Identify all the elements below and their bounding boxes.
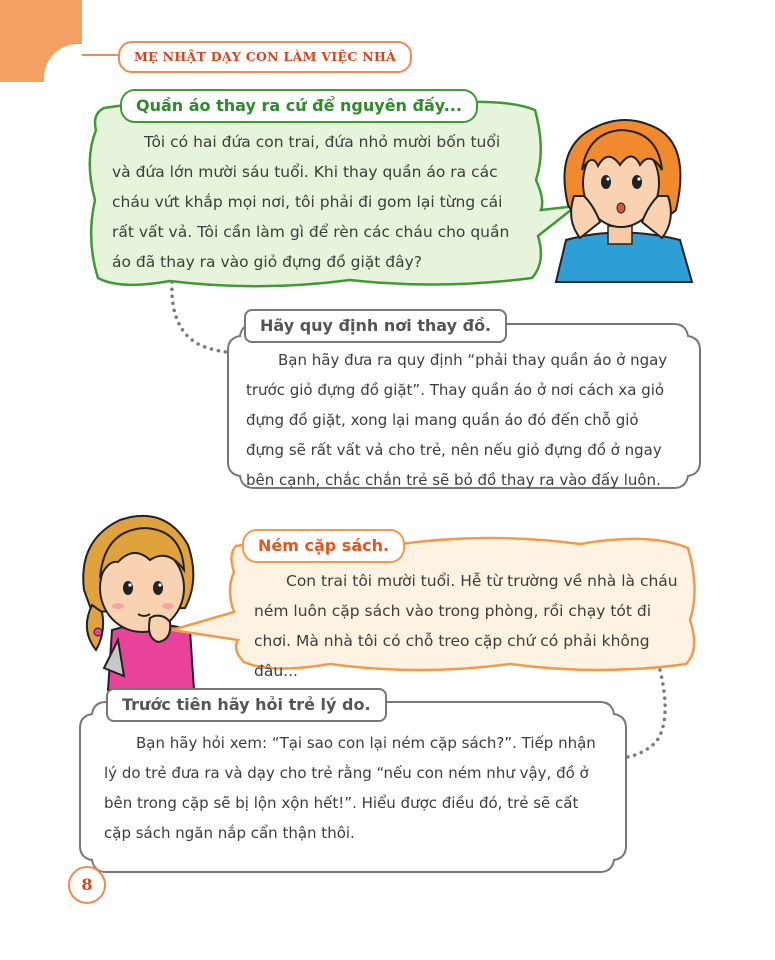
question1-body: Tôi có hai đứa con trai, đứa nhỏ mười bốn tuổi và đứa lớn mười sáu tuổi. Khi thay quần áo ra các cháu vứt khắp mọi nơi, tôi phải đi gom lại từng cái rất vất vả. Tôi cần làm gì để rèn các cháu cho quần áo đã thay ra vào giỏ đựng đồ giặt đây? <box>112 133 510 271</box>
running-header: MẸ NHẬT DẠY CON LÀM VIỆC NHÀ <box>118 41 412 73</box>
answer1-body: Bạn hãy đưa ra quy định “phải thay quần áo ở ngay trước giỏ đựng đồ giặt”. Thay quần áo ở nơi cách xa giỏ đựng đồ giặt, xong lại mang quần áo đó đến chỗ giỏ đựng sẽ rất vất vả cho trẻ, nên nếu giỏ đựng đồ ở ngay bên cạnh, chắc chắn trẻ sẽ bỏ đồ thay ra vào đấy luôn. <box>246 351 668 489</box>
answer2-text <box>104 728 604 848</box>
answer1-title: Hãy quy định nơi thay đồ. <box>244 309 507 343</box>
question2-title: Ném cặp sách. <box>242 529 405 563</box>
question1-title: Quần áo thay ra cứ để nguyên đấy... <box>120 89 478 123</box>
question2-body: Con trai tôi mười tuổi. Hễ từ trường về nhà là cháu ném luôn cặp sách vào trong phòng, rồi chạy tót đi chơi. Mà nhà tôi có chỗ treo cặp chứ có phải không đâu... <box>254 572 678 680</box>
page-number: 8 <box>68 866 106 904</box>
answer2-title: Trước tiên hãy hỏi trẻ lý do. <box>106 688 387 722</box>
answer2-body: Bạn hãy hỏi xem: “Tại sao con lại ném cặp sách?”. Tiếp nhận lý do trẻ đưa ra và dạy cho trẻ rằng “nếu con ném như vậy, đồ ở bên trong cặp sẽ bị lộn xộn hết!”. Hiểu được điều đó, trẻ sẽ cất cặp sách ngăn nắp cẩn thận thôi. <box>104 734 596 842</box>
